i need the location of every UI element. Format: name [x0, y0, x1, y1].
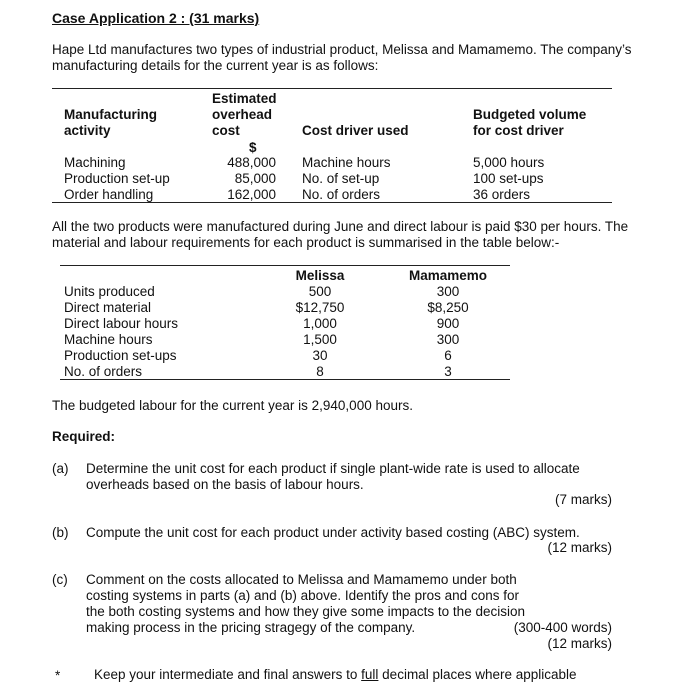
footnote — [94, 667, 577, 682]
header-volume — [473, 107, 586, 139]
page-title: Case Application 2 : (31 marks) — [52, 10, 260, 26]
question-c-words: (300-400 words) — [513, 620, 612, 635]
table2-top-rule — [60, 265, 510, 266]
table1-bottom-rule — [52, 202, 612, 203]
header-overhead — [212, 91, 277, 139]
header-driver: Cost driver used — [302, 123, 409, 138]
table1-cost-column — [214, 155, 276, 203]
table1-top-rule — [52, 88, 612, 89]
table-row-volume: 100 set-ups — [473, 171, 544, 186]
table-cell-mamamemo: 3 — [444, 364, 452, 379]
table2-mamamemo-column — [402, 284, 494, 380]
header-activity — [64, 107, 157, 139]
footnote-bullet: * — [55, 668, 61, 683]
budget-note: The budgeted labour for the current year is 2,940,000 hours. — [52, 398, 413, 413]
table-cell-melissa: 8 — [316, 364, 324, 379]
table-row-cost: 85,000 — [234, 171, 276, 186]
question-a-label: (a) — [52, 461, 69, 476]
table-row-activity: Machining — [64, 155, 126, 170]
header-overhead-line3: cost — [212, 123, 240, 138]
table-cell-mamamemo: 300 — [436, 332, 460, 347]
table-row-label: Units produced — [64, 284, 155, 299]
table-row-volume: 36 orders — [473, 187, 531, 202]
labour-paragraph: All the two products were manufactured during June and direct labour is paid $30 per hours. The material and labour requirements for each product is summarised in the table below:- — [52, 219, 629, 250]
table-row-activity: Production set-up — [64, 171, 170, 186]
table-cell-mamamemo: 6 — [444, 348, 452, 363]
question-b-marks: (12 marks) — [547, 540, 612, 555]
intro-paragraph: Hape Ltd manufactures two types of industrial product, Melissa and Mamamemo. The company’s manufacturing details for the current year is as follows: — [52, 42, 632, 73]
header-volume-line2: for cost driver — [473, 123, 564, 138]
footnote-underlined: full — [361, 667, 379, 682]
table-row-label: Machine hours — [64, 332, 153, 347]
table2-melissa-column — [280, 284, 360, 380]
table-row-cost: 488,000 — [227, 155, 276, 170]
header-volume-line1: Budgeted volume — [473, 107, 587, 122]
table-row-label: Production set-ups — [64, 348, 177, 363]
table-row-driver: Machine hours — [302, 155, 391, 170]
question-b-text: Compute the unit cost for each product under activity based costing (ABC) system. — [86, 525, 580, 540]
table-row-cost: 162,000 — [227, 187, 276, 202]
question-b-label: (b) — [52, 525, 69, 540]
footnote-text-after: decimal places where applicable — [378, 667, 577, 682]
table-row-driver: No. of orders — [302, 187, 381, 202]
table-row-volume: 5,000 hours — [473, 155, 545, 170]
table2-bottom-rule — [60, 379, 510, 380]
header-activity-line1: Manufacturing — [64, 107, 157, 122]
question-a-text: Determine the unit cost for each product if single plant-wide rate is used to allocate overheads based on the basis of labour hours. — [86, 461, 580, 492]
table-cell-melissa: 30 — [312, 348, 328, 363]
table-row-driver: No. of set-up — [302, 171, 380, 186]
header-overhead-line1: Estimated — [212, 91, 277, 106]
table-row-label: Direct labour hours — [64, 316, 179, 331]
table1-activity-column — [64, 155, 170, 203]
table1-driver-column — [302, 155, 391, 203]
table-row-label: No. of orders — [64, 364, 143, 379]
header-overhead-line2: overhead — [212, 107, 273, 122]
table-cell-mamamemo: 300 — [436, 284, 460, 299]
header-currency: $ — [249, 140, 257, 155]
table-cell-melissa: 500 — [308, 284, 332, 299]
table-cell-melissa: $12,750 — [295, 300, 345, 315]
table-cell-mamamemo: 900 — [436, 316, 460, 331]
question-c-label: (c) — [52, 572, 68, 587]
required-heading: Required: — [52, 429, 116, 444]
table-cell-mamamemo: $8,250 — [427, 300, 469, 315]
footnote-text-before: Keep your intermediate and final answers to — [94, 667, 362, 682]
header-melissa: Melissa — [295, 268, 345, 283]
header-mamamemo: Mamamemo — [408, 268, 488, 283]
question-c-text: Comment on the costs allocated to Melissa and Mamamemo under both costing systems in parts (a) and (b) above. Identify the pros and cons for the both costing systems and how they give some impacts to the decision making process in the pricing stragegy of the company. — [86, 572, 525, 635]
question-a-marks: (7 marks) — [555, 492, 612, 507]
table-row-label: Direct material — [64, 300, 152, 315]
table-row-activity: Order handling — [64, 187, 154, 202]
question-c-marks: (12 marks) — [547, 636, 612, 651]
header-activity-line2: activity — [64, 123, 111, 138]
table-cell-melissa: 1,500 — [303, 332, 337, 347]
table1-volume-column — [473, 155, 544, 203]
table2-label-column — [64, 284, 178, 380]
table-cell-melissa: 1,000 — [303, 316, 337, 331]
